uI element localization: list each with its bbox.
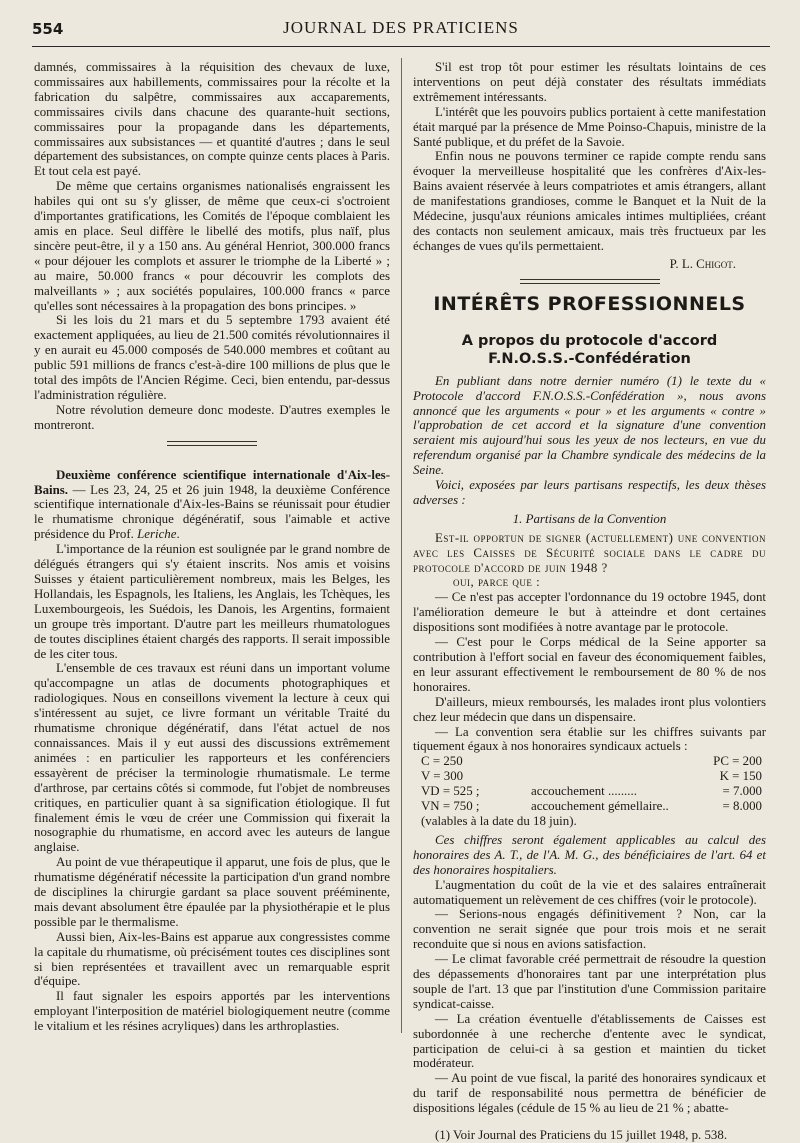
argument: L'augmentation du coût de la vie et des salaires entraînerait automatiquement un relèvement de ces chiffres (voir le protocole). [413,877,766,907]
argument: — Au point de vue fiscal, la parité des honoraires syndicaux et du tarif de responsabilité nous permettra de bénéficier de dispositions légales (cédule de 15 % au lieu de 21 % ; abatte- [413,1071,766,1116]
paragraph: S'il est trop tôt pour estimer les résultats lointains de ces interventions on peut déjà constater des résultats immédiats extrêmement intéressants. [413,60,766,104]
argument: — Ce n'est pas accepter l'ordonnance du 19 octobre 1945, dont l'amélioration demeure le but à atteindre et dont certaines dispositions sont modifiées à notre avantage par le protocole. [413,590,766,635]
argument: — Le climat favorable créé permettrait de résoudre la question des dépassements d'honoraires tant par une interprétation plus souple de l'art. 13 que par l'institution d'une Commission paritaire syndicat-caisse. [413,952,766,1011]
text: . [176,527,180,542]
right-column [413,60,766,1143]
fee-left: VD = 525 ; [421,784,480,799]
text: — Les 23, 24, 25 et 26 juin 1948, la deuxième Conférence scientifique internationale d'Aix-les-Bains se réunissait pour étudier le rhumatisme chronique dégénératif, sous l'aimable et active présidence du Prof. [34,482,390,542]
paragraph: Notre révolution demeure donc modeste. D'autres exemples le montreront. [34,402,390,432]
fee-row [421,769,766,784]
argument: — La création éventuelle d'établissements de Caisses est subordonnée à une recherche d'entente avec le syndicat, participation de celui-ci à sa gestion et maintien du ticket modérateur. [413,1011,766,1071]
fee-table [421,754,766,829]
question: Est-il opportun de signer (actuellement) une convention avec les Caisses de Sécurité sociale dans le cadre du protocole d'accord de juin 1948 ? [413,530,766,575]
separator-rule [167,441,257,446]
fee-row [421,799,766,814]
article-title-line: F.N.O.S.S.-Confédération [488,350,691,367]
fee-right: = 7.000 [722,784,762,799]
fee-right: K = 150 [719,769,762,784]
conference-paragraph [34,468,390,543]
paragraph: Il faut signaler les espoirs apportés par les interventions employant l'interposition de matériel biologiquement neutre (comme le vitalium et les résines acryliques) dans les arthroplasties. [34,989,390,1034]
footnote: (1) Voir Journal des Praticiens du 15 juillet 1948, p. 538. [435,1128,728,1143]
fee-row [421,784,766,799]
person-name: Leriche [137,527,177,542]
argument: Ces chiffres seront également applicables au calcul des honoraires des A. T., de l'A. M. G., des bénéficiaires de l'art. 64 et des honoraires hospitaliers. [413,832,766,877]
argument: — C'est pour le Corps médical de la Seine apporter sa contribution à l'effort social en faveur des économiquement faibles, en leur assurant effectivement le remboursement de 80 % de nos honoraires. [413,635,766,694]
paragraph: L'intérêt que les pouvoirs publics portaient à cette manifestation était marqué par la présence de Mme Poinso-Chapuis, ministre de la Santé publique, et du préfet de la Savoie. [413,104,766,149]
part-title: 1. Partisans de la Convention [512,511,667,526]
paragraph: Si les lois du 21 mars et du 5 septembre 1793 avaient été exactement appliquées, au lieu de 21.500 comités révolutionnaires il y en aurait eu 45.000 composés de 540.000 membres et coûtant au public 591 millions de francs c'est-à-dire 100 millions de plus que le total des impôts de l'Ancien Régime. Ceci, bien entendu, par-dessus l'administration régulière. [34,313,390,402]
fee-middle [531,769,681,784]
fee-left: C = 250 [421,754,463,769]
fee-right: = 8.000 [722,799,762,814]
fee-left: VN = 750 ; [421,799,480,814]
journal-title: JOURNAL DES PRATICIENS [283,18,519,37]
fee-note: (valables à la date du 18 juin). [421,813,577,828]
fee-right: PC = 200 [713,754,762,769]
page-header [32,12,770,47]
fee-middle: accouchement ......... [531,784,637,799]
fee-row [421,754,766,769]
paragraph: De même que certains organismes nationalisés engraissent les habiles qui ont su s'y glisser, de même que ceux-ci s'octroient d'importantes gratifications, les Comités de l'époque comblaient les amis en place. Seul diffère le libellé des motifs, plus naïf, plus sincère peut-être, il y a 150 ans. Au général Henriot, 300.000 francs « pour déjouer les complots et assurer le triomphe de la Liberté » ; au maire, 50.000 francs « pour découvrir les complots des malveillants » ; aux sociétés populaires, 100.000 francs « parce qu'elles sont nécessaires à la propagation des bons principes. » [34,179,390,313]
paragraph: Enfin nous ne pouvons terminer ce rapide compte rendu sans évoquer la merveilleuse hospitalité que les confrères d'Aix-les-Bains avaient réservée à leurs compatriotes et amis étrangers, allant de manifestations grandioses, comme le Banquet et la Nuit de la Médecine, jusqu'aux réunions amicales intimes multipliées, créant des contacts non seulement amicaux, mais très fructueux par les échanges de vues qu'ils permettaient. [413,149,766,253]
conference-title: Deuxième conférence scientifique internationale d'Aix-les-Bains. [34,467,390,497]
signature: P. L. Chigot. [669,256,736,271]
article-title-line: A propos du protocole d'accord [461,332,718,349]
fee-middle: accouchement gémellaire.. [531,799,669,814]
fee-left: V = 300 [421,769,464,784]
column-divider [401,58,402,1033]
left-column [34,60,390,1034]
paragraph: Au point de vue thérapeutique il apparut, une fois de plus, que le rhumatisme dégénératif nécessite la participation d'un grand nombre de disciplines la chirurgie gardant sa place souvent prééminente, mais devant absolument être épaulée par la physiothérapie et le plus possible par le thermalisme. [34,855,390,929]
intro-paragraph: Voici, exposées par leurs partisans respectifs, les deux thèses adverses : [413,478,766,507]
fee-middle [531,754,681,769]
argument: — La convention sera établie sur les chiffres suivants par tiquement égaux à nos honoraires syndicaux actuels : [413,724,766,754]
paragraph: damnés, commissaires à la réquisition des chevaux de luxe, commissaires aux habillements, commissaires pour la récolte et la fabrication du salpêtre, commissaires aux accaparements, commissaires civils dans chacune des quarante-huit sections, commissaires pour la propagande dans les départements, commissaires aux subsistances — et quantité d'autres ; dans le seul département des subsistances, on compte quinze cents places à Paris. Et tout cela est payé. [34,60,390,179]
paragraph: L'ensemble de ces travaux est réuni dans un important volume qu'accompagne un atlas de documents photographiques et radiologiques. Nous en conseillons vivement la lecture à ceux qui s'intéressent au sujet, ce livre formant un véritable Traité du rhumatisme chronique dégénératif, dans l'état actuel de nos connaissances. Mais il y eut aussi des discussions extrêmement animées : en particulier les rapporteurs et les conférenciers essayèrent de préciser la terminologie rhumatismale. Le terme d'arthrose, par certains côtés si commode, fut l'objet de nombreuses critiques, en particulier quant à sa signification étiologique. Il fut finalement émis le vœu de créer une Commission qui fixerait la nosographie du rhumatisme, en accord avec les auteurs de langue anglaise. [34,661,390,855]
paragraph: L'importance de la réunion est soulignée par le grand nombre de délégués étrangers qui s'y étaient inscrits. Nos amis et voisins Suisses y étaient particulièrement nombreux, mais les Belges, les Hollandais, les Espagnols, les Italiens, les Anglais, les Tchèques, les Luxembourgeois, les Suédois, les Danois, les Argentins, formaient un groupe très important. D'autre part les meilleurs rhumatologues de toutes disciplines étaient chargés des rapports. Il serait impossible de les citer tous. [34,542,390,661]
page-number: 554 [32,20,64,38]
argument: D'ailleurs, mieux remboursés, les malades iront plus volontiers chez leur médecin que dans un dispensaire. [413,694,766,724]
argument: — Serions-nous engagés définitivement ? Non, car la convention ne serait signée que pour trois mois et ne serait reconduite que si nous en avions satisfaction. [413,907,766,952]
paragraph: Aussi bien, Aix-les-Bains est apparue aux congressistes comme la capitale du rhumatisme, où précisément toutes ces disciplines sont si bien représentées et travaillent avec un remarquable esprit d'équipe. [34,929,390,989]
article-title [413,332,766,368]
section-title: INTÉRÊTS PROFESSIONNELS [433,292,746,315]
separator-rule [520,279,660,284]
intro-paragraph: En publiant dans notre dernier numéro (1) le texte du « Protocole d'accord F.N.O.S.S.-Confédération », nous avons annoncé que les arguments « pour » et les arguments « contre » l'approbation de cet accord et la signature d'une convention seraient mis aujourd'hui sous les yeux de nos lecteurs, en vue du referendum organisé par la Chambre syndicale des médecins de la Seine. [413,373,766,478]
answer: oui, parce que : [453,575,541,590]
